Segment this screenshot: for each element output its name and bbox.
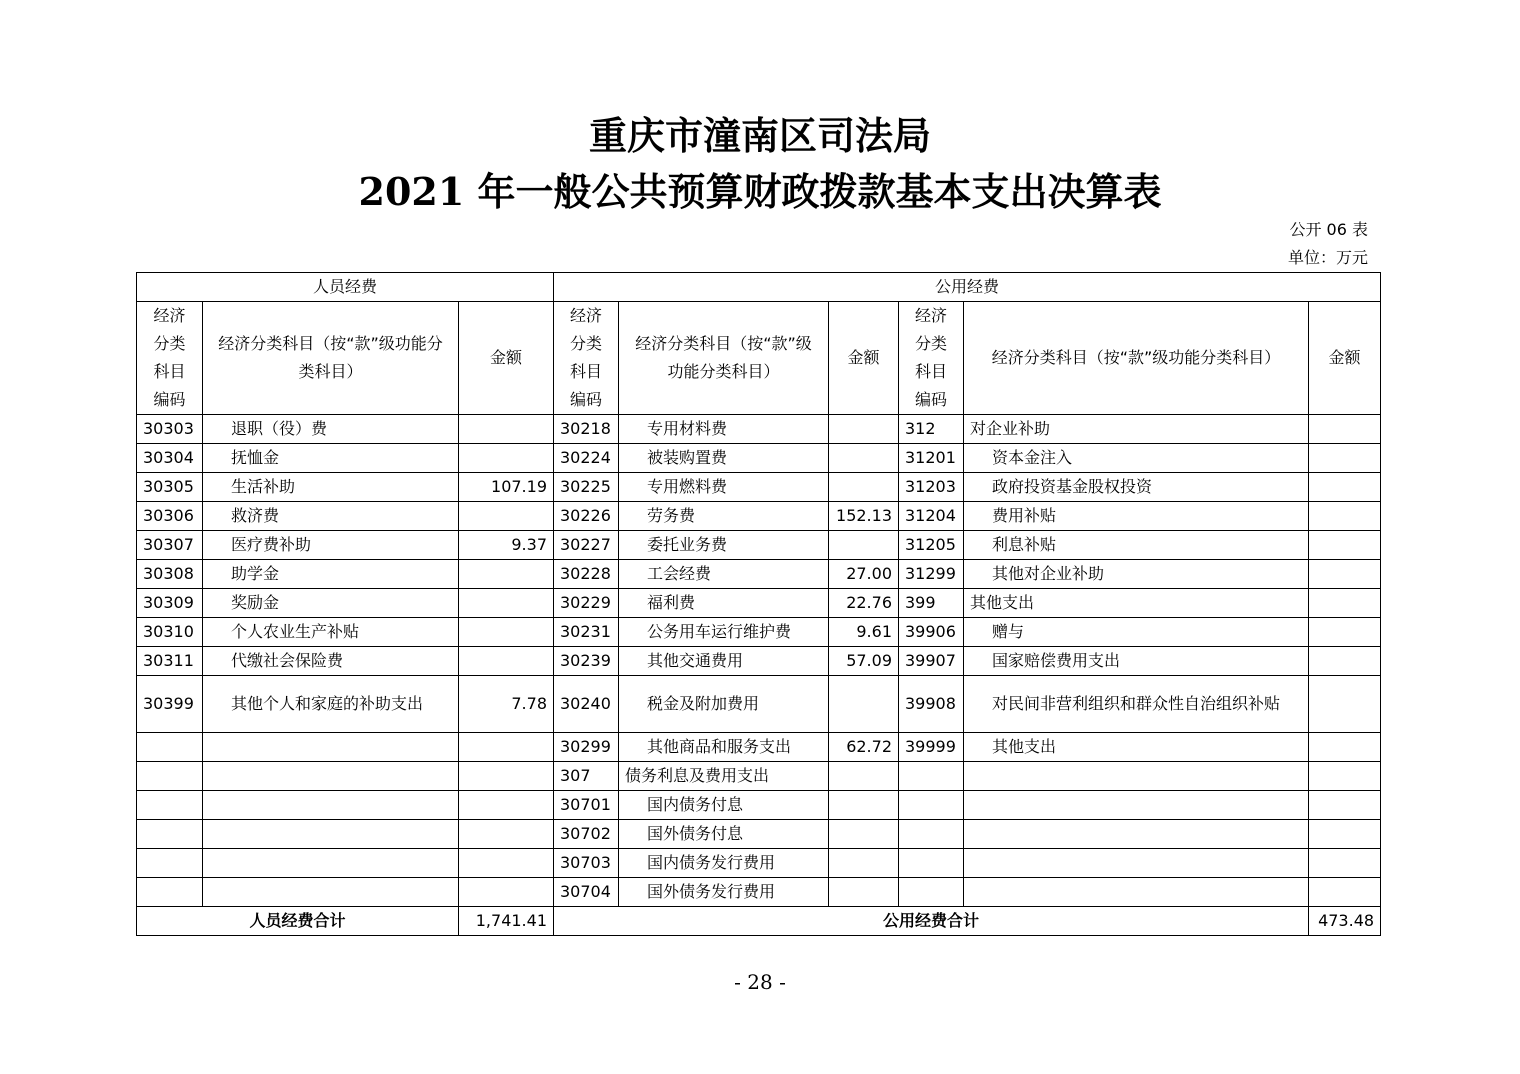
code-cell [137,791,203,820]
code-cell: 30299 [554,733,619,762]
item-name-cell: 政府投资基金股权投资 [964,473,1309,502]
page-number: - 28 - [734,970,786,994]
code-cell: 30227 [554,531,619,560]
code-cell: 30305 [137,473,203,502]
amount-cell: 27.00 [829,560,899,589]
amount-cell [1309,676,1381,733]
amount-cell [1309,820,1381,849]
header-code: 经济 分类 科目 编码 [554,302,619,415]
item-name-cell: 被装购置费 [619,444,829,473]
code-cell: 30218 [554,415,619,444]
amount-cell [829,849,899,878]
item-name-cell: 退职（役）费 [203,415,459,444]
amount-cell [459,878,554,907]
amount-cell [1309,473,1381,502]
amount-cell [459,560,554,589]
item-name-cell: 利息补贴 [964,531,1309,560]
code-cell: 30399 [137,676,203,733]
table-row [137,473,1381,502]
table-row [137,676,1381,733]
item-name-cell: 助学金 [203,560,459,589]
code-cell: 30704 [554,878,619,907]
item-name-cell: 其他商品和服务支出 [619,733,829,762]
item-name-cell: 医疗费补助 [203,531,459,560]
item-name-cell: 生活补助 [203,473,459,502]
amount-cell [1309,502,1381,531]
item-name-cell [203,849,459,878]
item-name-cell: 国内债务付息 [619,791,829,820]
item-name-cell: 劳务费 [619,502,829,531]
code-cell: 31299 [899,560,964,589]
header-code: 经济 分类 科目 编码 [137,302,203,415]
amount-cell: 9.37 [459,531,554,560]
amount-cell: 107.19 [459,473,554,502]
public-total-label: 公用经费合计 [554,907,1309,936]
header-name-public-right: 经济分类科目（按“款”级功能分类科目） [964,302,1309,415]
item-name-cell: 抚恤金 [203,444,459,473]
table-row [137,791,1381,820]
code-cell: 31203 [899,473,964,502]
amount-cell [1309,647,1381,676]
item-name-cell: 对民间非营利组织和群众性自治组织补贴 [964,676,1309,733]
amount-cell [1309,733,1381,762]
amount-cell [829,791,899,820]
amount-cell [459,820,554,849]
code-cell [899,878,964,907]
header-amount: 金额 [829,302,899,415]
code-cell: 30224 [554,444,619,473]
amount-cell [1309,849,1381,878]
code-cell [137,849,203,878]
code-cell: 399 [899,589,964,618]
code-cell: 30703 [554,849,619,878]
code-cell: 30226 [554,502,619,531]
code-cell: 30229 [554,589,619,618]
header-name-public: 经济分类科目（按“款”级功能分类科目） [619,302,829,415]
amount-cell [829,473,899,502]
amount-cell [459,762,554,791]
code-cell: 30309 [137,589,203,618]
amount-cell [829,762,899,791]
code-cell: 30311 [137,647,203,676]
item-name-cell: 资本金注入 [964,444,1309,473]
code-cell: 307 [554,762,619,791]
amount-cell: 9.61 [829,618,899,647]
amount-cell [1309,762,1381,791]
table-row [137,878,1381,907]
amount-cell [829,444,899,473]
header-code: 经济 分类 科目 编码 [899,302,964,415]
amount-cell [1309,618,1381,647]
code-cell: 30307 [137,531,203,560]
code-cell: 31201 [899,444,964,473]
amount-cell [459,849,554,878]
table-row [137,589,1381,618]
personnel-total-label: 人员经费合计 [137,907,459,936]
header-name-personnel: 经济分类科目（按“款”级功能分类科目） [203,302,459,415]
amount-cell [1309,415,1381,444]
header-amount: 金额 [459,302,554,415]
item-name-cell: 其他支出 [964,733,1309,762]
item-name-cell: 其他支出 [964,589,1309,618]
item-name-cell: 国内债务发行费用 [619,849,829,878]
public-total-value: 473.48 [1309,907,1381,936]
code-cell: 30303 [137,415,203,444]
item-name-cell: 奖励金 [203,589,459,618]
amount-cell: 152.13 [829,502,899,531]
code-cell [137,820,203,849]
table-row [137,733,1381,762]
section-public: 公用经费 [554,273,1381,302]
table-row [137,762,1381,791]
code-cell: 30701 [554,791,619,820]
amount-cell [1309,791,1381,820]
item-name-cell: 公务用车运行维护费 [619,618,829,647]
code-cell: 31204 [899,502,964,531]
item-name-cell [964,762,1309,791]
code-cell [899,762,964,791]
code-cell: 30239 [554,647,619,676]
item-name-cell: 国家赔偿费用支出 [964,647,1309,676]
amount-cell: 62.72 [829,733,899,762]
code-cell: 30225 [554,473,619,502]
item-name-cell: 救济费 [203,502,459,531]
amount-cell [459,589,554,618]
item-name-cell: 税金及附加费用 [619,676,829,733]
personnel-total-value: 1,741.41 [459,907,554,936]
table-row [137,647,1381,676]
item-name-cell: 委托业务费 [619,531,829,560]
code-cell [899,820,964,849]
item-name-cell: 国外债务付息 [619,820,829,849]
code-cell: 30304 [137,444,203,473]
item-name-cell: 福利费 [619,589,829,618]
item-name-cell: 费用补贴 [964,502,1309,531]
code-cell: 30231 [554,618,619,647]
code-cell [899,849,964,878]
item-name-cell: 专用材料费 [619,415,829,444]
amount-cell [1309,589,1381,618]
amount-cell [829,820,899,849]
unit-label: 单位：万元 [1287,248,1368,267]
item-name-cell: 其他交通费用 [619,647,829,676]
item-name-cell: 赠与 [964,618,1309,647]
item-name-cell [203,878,459,907]
item-name-cell: 其他对企业补助 [964,560,1309,589]
code-cell: 39908 [899,676,964,733]
table-row [137,502,1381,531]
table-row [137,560,1381,589]
item-name-cell [203,791,459,820]
code-cell: 39999 [899,733,964,762]
code-cell: 30306 [137,502,203,531]
amount-cell [829,415,899,444]
amount-cell: 22.76 [829,589,899,618]
code-cell: 30702 [554,820,619,849]
amount-cell [459,415,554,444]
item-name-cell [203,820,459,849]
code-cell: 31205 [899,531,964,560]
totals-row [137,907,1381,936]
item-name-cell: 债务利息及费用支出 [619,762,829,791]
code-cell [137,878,203,907]
item-name-cell: 国外债务发行费用 [619,878,829,907]
code-cell: 312 [899,415,964,444]
amount-cell [459,791,554,820]
item-name-cell: 对企业补助 [964,415,1309,444]
amount-cell [829,878,899,907]
amount-cell [1309,531,1381,560]
table-row [137,618,1381,647]
amount-cell [829,676,899,733]
item-name-cell: 其他个人和家庭的补助支出 [203,676,459,733]
amount-cell: 57.09 [829,647,899,676]
item-name-cell [964,820,1309,849]
table-row [137,531,1381,560]
item-name-cell [964,849,1309,878]
amount-cell [459,733,554,762]
page-subtitle: 2021 年一般公共预算财政拨款基本支出决算表 [358,169,1162,214]
amount-cell [459,444,554,473]
item-name-cell [203,762,459,791]
code-cell: 30310 [137,618,203,647]
amount-cell [459,647,554,676]
table-row [137,415,1381,444]
amount-cell [1309,560,1381,589]
code-cell [137,733,203,762]
code-cell: 39906 [899,618,964,647]
item-name-cell [203,733,459,762]
item-name-cell: 专用燃料费 [619,473,829,502]
amount-cell [829,531,899,560]
expenditure-table [136,272,1381,936]
amount-cell [1309,878,1381,907]
item-name-cell: 代缴社会保险费 [203,647,459,676]
item-name-cell: 个人农业生产补贴 [203,618,459,647]
code-cell [899,791,964,820]
page-title: 重庆市潼南区司法局 [588,113,931,158]
code-cell: 30308 [137,560,203,589]
code-cell: 30228 [554,560,619,589]
item-name-cell: 工会经费 [619,560,829,589]
section-personnel: 人员经费 [137,273,554,302]
table-row [137,849,1381,878]
code-cell: 39907 [899,647,964,676]
table-row [137,820,1381,849]
header-amount: 金额 [1309,302,1381,415]
item-name-cell [964,878,1309,907]
code-cell: 30240 [554,676,619,733]
table-row [137,444,1381,473]
amount-cell [459,502,554,531]
amount-cell [459,618,554,647]
item-name-cell [964,791,1309,820]
amount-cell [1309,444,1381,473]
amount-cell: 7.78 [459,676,554,733]
code-cell [137,762,203,791]
form-number: 公开 06 表 [1289,220,1368,239]
